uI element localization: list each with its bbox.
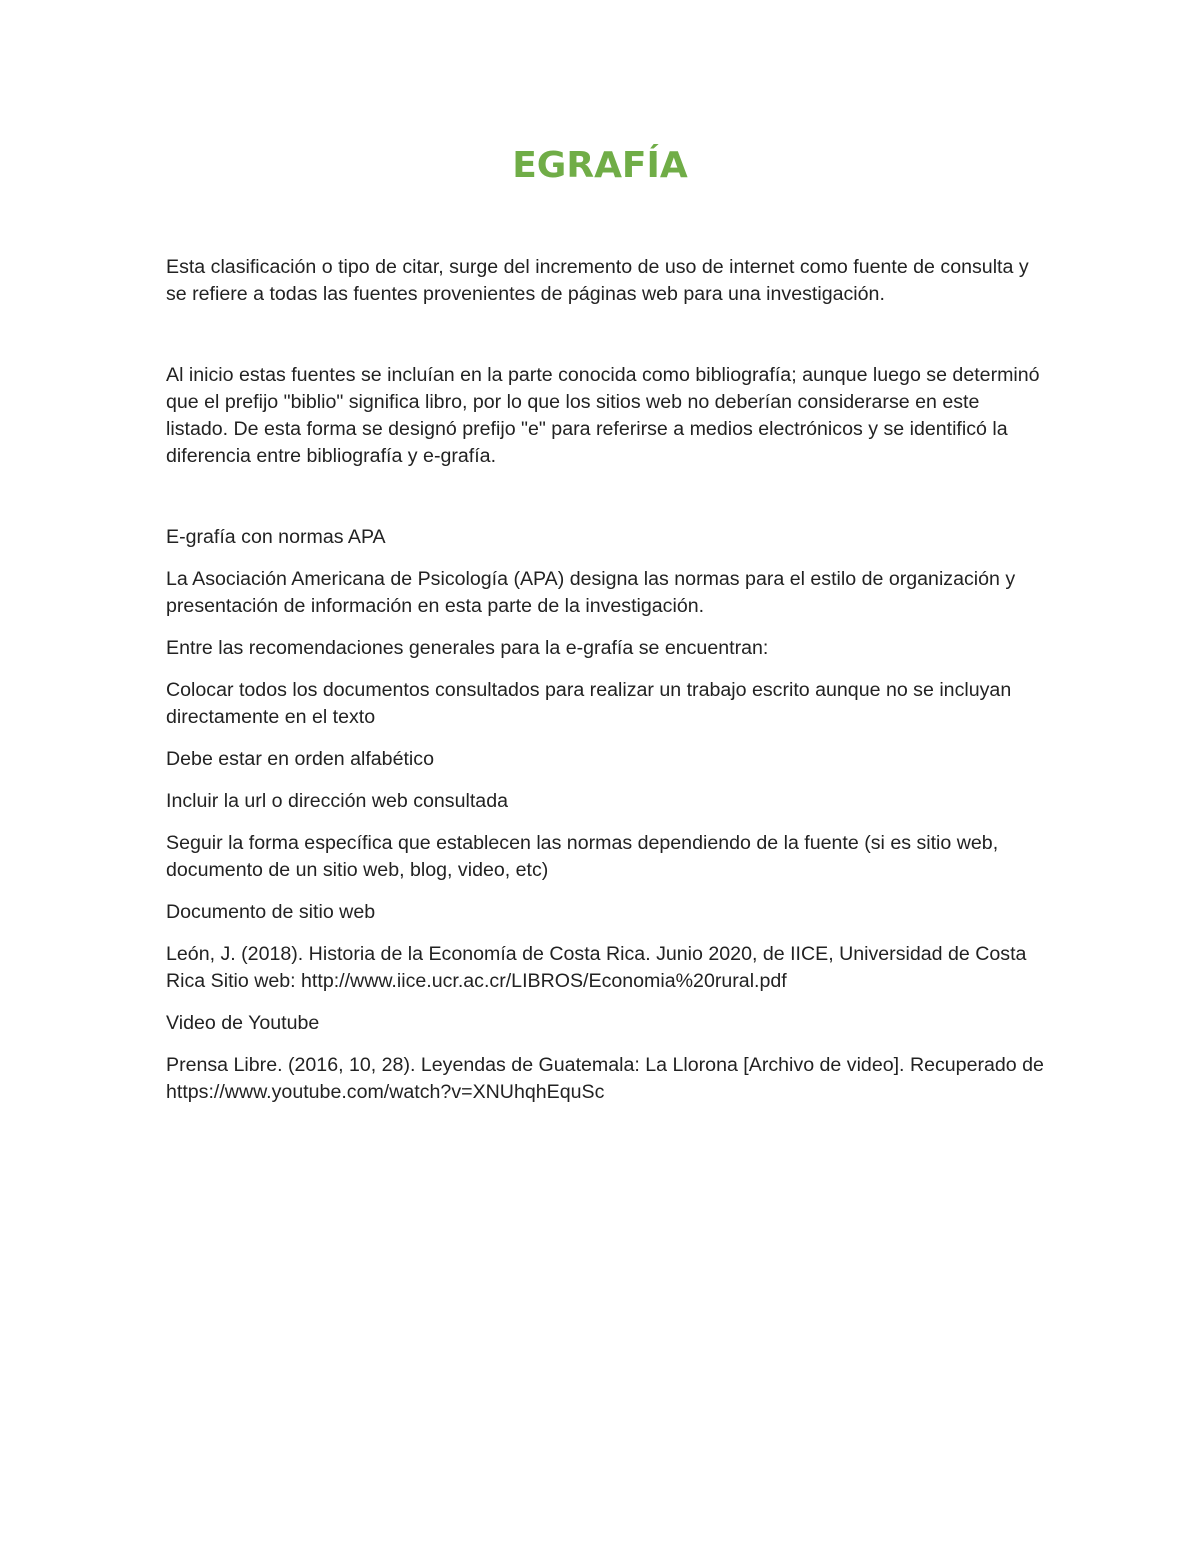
example-heading-website: Documento de sitio web [166, 901, 376, 923]
reference-youtube: Prensa Libre. (2016, 10, 28). Leyendas de Guatemala: La Llorona [Archivo de video]. Recuperado de https://www.youtube.com/watch?v=XNUhqhEquSc [166, 1054, 1044, 1103]
document-body [166, 254, 1046, 1106]
reference-website: León, J. (2018). Historia de la Economía de Costa Rica. Junio 2020, de IICE, Universidad de Costa Rica Sitio web: http://www.iice.ucr.ac.cr/LIBROS/Economia%20rural.pdf [166, 943, 1027, 992]
document-title: EGRAFÍA [512, 145, 688, 186]
recommendations-intro: Entre las recomendaciones generales para la e-grafía se encuentran: [166, 637, 769, 659]
recommendation-item: Incluir la url o dirección web consultada [166, 790, 508, 812]
recommendation-item: Debe estar en orden alfabético [166, 748, 434, 770]
recommendation-item: Seguir la forma específica que establecen las normas dependiendo de la fuente (si es sitio web, documento de un sitio web, blog, video, etc) [166, 832, 999, 881]
apa-paragraph: La Asociación Americana de Psicología (APA) designa las normas para el estilo de organización y presentación de información en esta parte de la investigación. [166, 568, 1016, 617]
history-paragraph: Al inicio estas fuentes se incluían en la parte conocida como bibliografía; aunque luego se determinó que el prefijo "biblio" significa libro, por lo que los sitios web no deberían considerarse en este listado. De esta forma se designó prefijo "e" para referirse a medios electrónicos y se identificó la diferencia entre bibliografía y e-grafía. [166, 364, 1040, 467]
example-heading-youtube: Video de Youtube [166, 1012, 320, 1034]
recommendation-item: Colocar todos los documentos consultados para realizar un trabajo escrito aunque no se incluyan directamente en el texto [166, 679, 1012, 728]
section-heading-apa: E-grafía con normas APA [166, 526, 386, 548]
intro-paragraph: Esta clasificación o tipo de citar, surge del incremento de uso de internet como fuente de consulta y se refiere a todas las fuentes provenientes de páginas web para una investigación. [166, 256, 1029, 305]
